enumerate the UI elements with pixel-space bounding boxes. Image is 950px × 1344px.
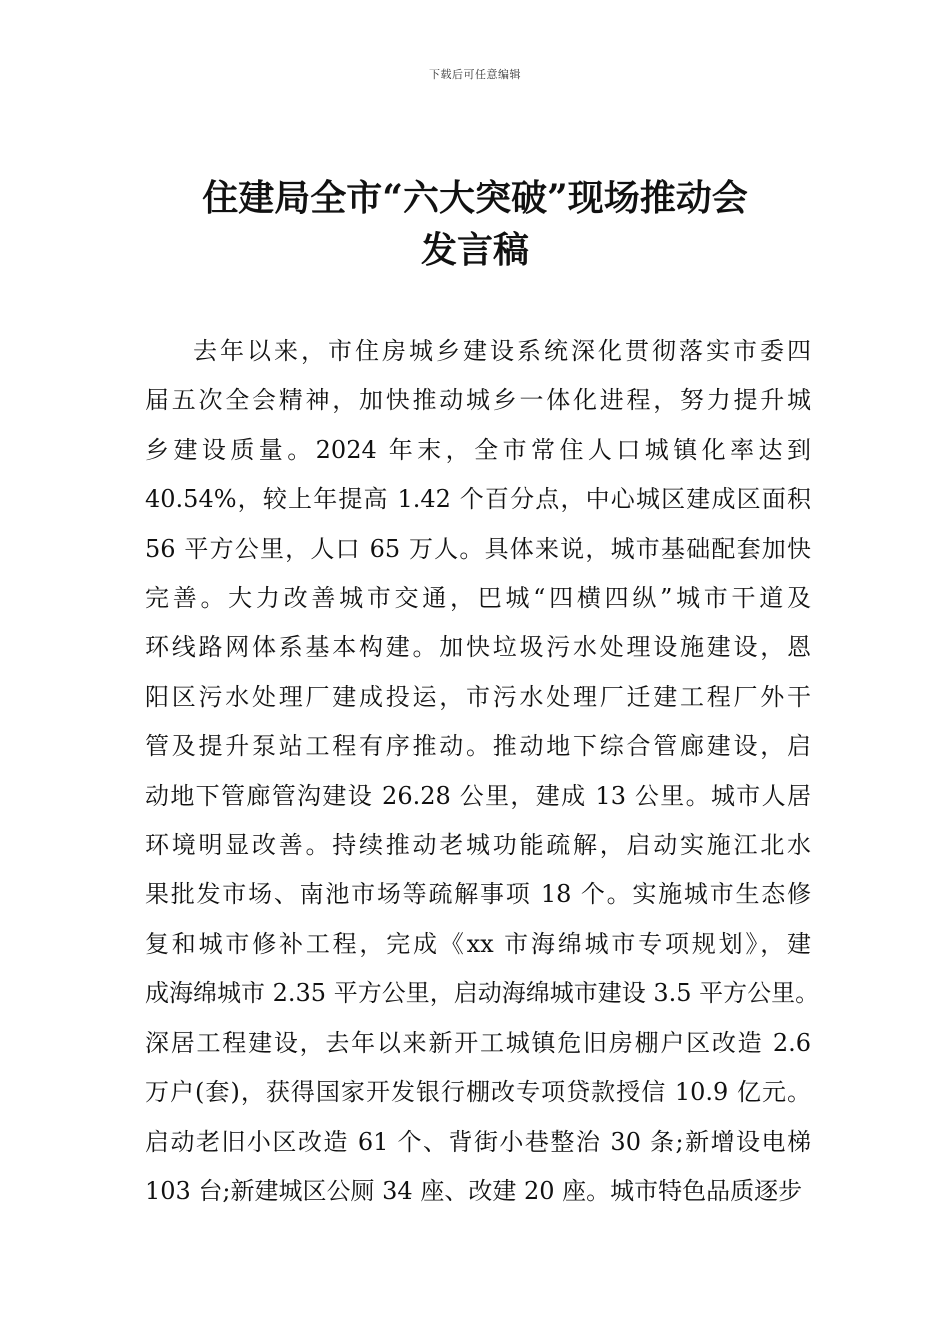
body-line: 启动老旧小区改造 61 个、背街小巷整治 30 条;新增设电梯 bbox=[145, 1127, 811, 1156]
body-line: 56 平方公里，人口 65 万人。具体来说，城市基础配套加快 bbox=[145, 534, 811, 563]
body-line: 完善。大力改善城市交通，巴城“四横四纵”城市干道及 bbox=[145, 584, 811, 613]
body-line: 管及提升泵站工程有序推动。推动地下综合管廊建设，启 bbox=[145, 732, 811, 761]
body-line: 动地下管廊管沟建设 26.28 公里，建成 13 公里。城市人居 bbox=[145, 781, 811, 810]
body-line: 40.54%，较上年提高 1.42 个百分点，中心城区建成区面积 bbox=[145, 485, 811, 514]
title-line: 发言稿 bbox=[420, 229, 529, 271]
header-note: 下载后可任意编辑 bbox=[429, 68, 521, 81]
body-line: 万户(套)，获得国家开发银行棚改专项贷款授信 10.9 亿元。 bbox=[145, 1078, 811, 1107]
document-title bbox=[100, 172, 850, 276]
body-line: 103 台;新建城区公厕 34 座、改建 20 座。城市特色品质逐步 bbox=[145, 1176, 803, 1205]
title-line: 住建局全市“六大突破”现场推动会 bbox=[202, 177, 748, 219]
body-line: 复和城市修补工程，完成《xx 市海绵城市专项规划》，建 bbox=[145, 929, 811, 958]
body-text bbox=[145, 327, 820, 1216]
body-line: 环境明显改善。持续推动老城功能疏解，启动实施江北水 bbox=[145, 831, 811, 860]
body-line: 深居工程建设，去年以来新开工城镇危旧房棚户区改造 2.6 bbox=[145, 1028, 811, 1057]
body-line: 乡建设质量。2024 年末，全市常住人口城镇化率达到 bbox=[145, 435, 811, 464]
body-line: 阳区污水处理厂建成投运，市污水处理厂迁建工程厂外干 bbox=[145, 682, 811, 711]
body-line: 成海绵城市 2.35 平方公里，启动海绵城市建设 3.5 平方公里。 bbox=[145, 979, 820, 1008]
body-line: 届五次全会精神，加快推动城乡一体化进程，努力提升城 bbox=[145, 386, 811, 415]
body-line: 去年以来，市住房城乡建设系统深化贯彻落实市委四 bbox=[193, 337, 811, 365]
body-line: 果批发市场、南池市场等疏解事项 18 个。实施城市生态修 bbox=[145, 880, 811, 909]
body-line: 环线路网体系基本构建。加快垃圾污水处理设施建设，恩 bbox=[145, 633, 811, 662]
